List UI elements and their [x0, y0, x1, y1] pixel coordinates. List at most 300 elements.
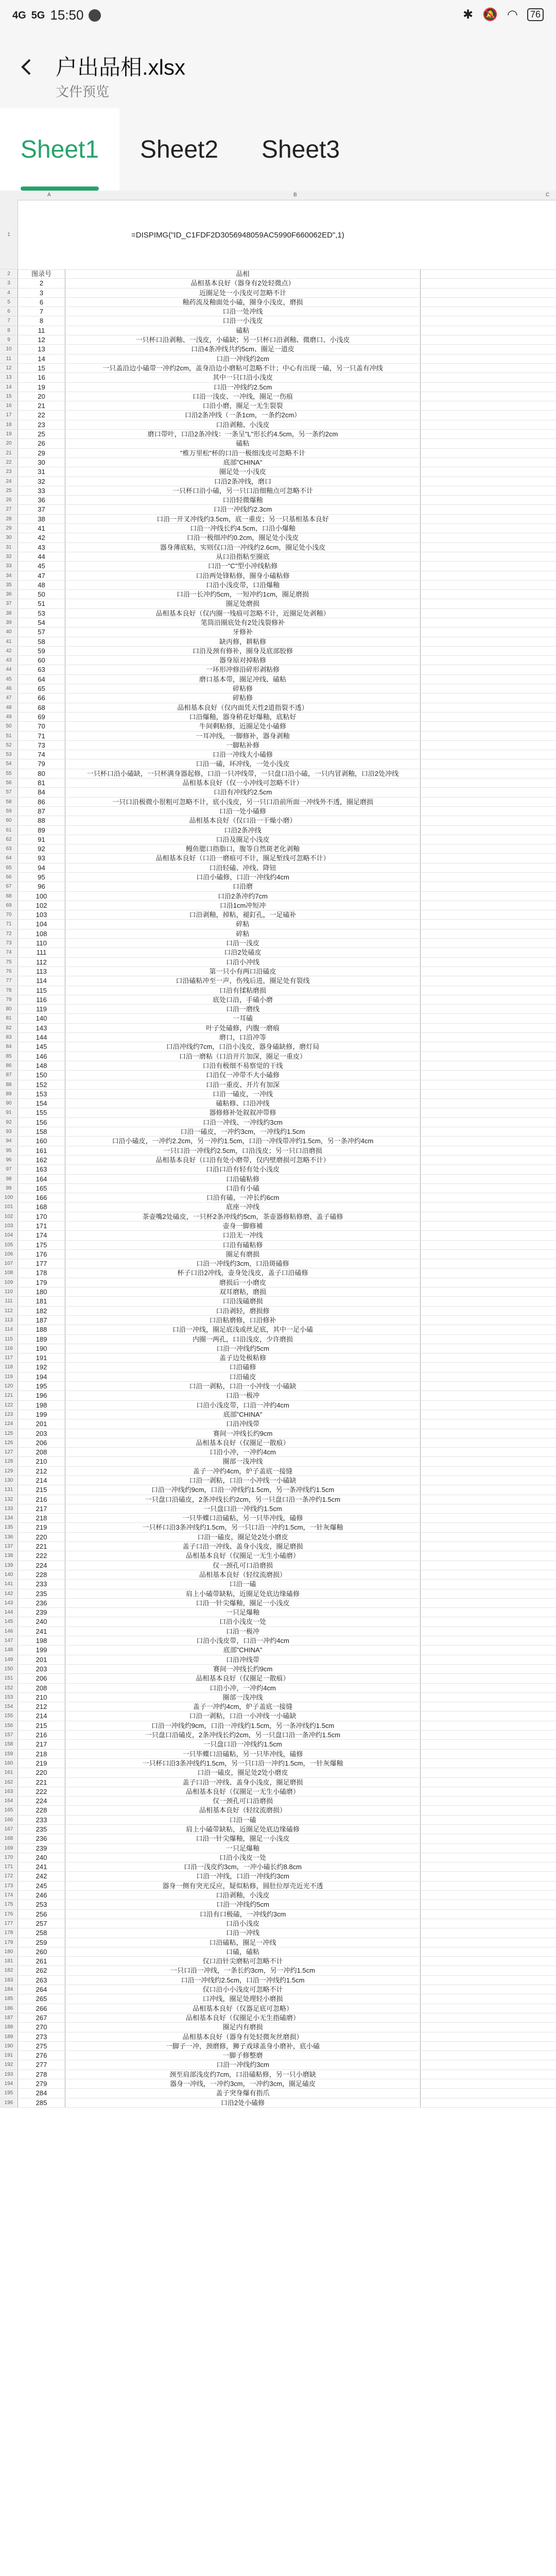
cell-condition[interactable]: 口沿一冲线，口沿一冲线约3cm: [65, 1872, 421, 1880]
cell-empty[interactable]: [421, 467, 556, 476]
cell-number[interactable]: 257: [18, 1919, 65, 1928]
cell-number[interactable]: 86: [18, 798, 65, 806]
cell-number[interactable]: 53: [18, 609, 65, 618]
cell-condition[interactable]: 口沿一极冲: [65, 1391, 421, 1400]
cell-condition[interactable]: 品相基本良好（仅器足底可忽略）: [65, 2004, 421, 2013]
cell-empty[interactable]: [421, 581, 556, 589]
cell-condition[interactable]: 口沿一极冲: [65, 1627, 421, 1636]
cell-number[interactable]: 199: [18, 1410, 65, 1419]
cell-number[interactable]: 217: [18, 1504, 65, 1513]
cell-condition[interactable]: 一只杯口沿小磕，另一只口沿细釉点可忽略不计: [65, 486, 421, 495]
cell-number[interactable]: 108: [18, 929, 65, 938]
cell-number[interactable]: 228: [18, 1806, 65, 1815]
cell-number[interactable]: 93: [18, 854, 65, 862]
cell-empty[interactable]: [421, 1985, 556, 1994]
cell-number[interactable]: 47: [18, 571, 65, 580]
cell-number[interactable]: 236: [18, 1599, 65, 1607]
cell-number[interactable]: 206: [18, 1674, 65, 1683]
cell-condition[interactable]: 其中一只口沿小浅皮: [65, 373, 421, 382]
cell-condition[interactable]: 一只毕蝶口沿磕粘，另一只毕冲线，磕修: [65, 1514, 421, 1522]
cell-number[interactable]: 276: [18, 2051, 65, 2060]
cell-empty[interactable]: [421, 307, 556, 316]
cell-number[interactable]: 217: [18, 1740, 65, 1749]
cell-number[interactable]: 256: [18, 1910, 65, 1919]
cell-number[interactable]: 182: [18, 1307, 65, 1315]
cell-condition[interactable]: 口沿一冲线大小磕修: [65, 750, 421, 759]
cell-condition[interactable]: 肩上小磕带缺粘，近圈足处底边缘磕修: [65, 1825, 421, 1834]
cell-condition[interactable]: 仅一颈孔可口沿磨损: [65, 1561, 421, 1570]
cell-empty[interactable]: [421, 1344, 556, 1353]
cell-number[interactable]: 68: [18, 703, 65, 712]
cell-empty[interactable]: [421, 807, 556, 816]
cell-empty[interactable]: [421, 693, 556, 702]
cell-number[interactable]: 2: [18, 279, 65, 287]
cell-number[interactable]: 65: [18, 684, 65, 693]
cell-number[interactable]: 239: [18, 1608, 65, 1617]
cell-number[interactable]: 260: [18, 1947, 65, 1956]
cell-number[interactable]: 20: [18, 392, 65, 401]
cell-number[interactable]: 236: [18, 1834, 65, 1843]
cell-condition[interactable]: 口沿磕粘冲至一声，伤残后进，圈足处有裂线: [65, 976, 421, 985]
cell-condition[interactable]: 鳗鱼腮口指脂口，腹等自然斑老化剥釉: [65, 844, 421, 853]
cell-number[interactable]: 13: [18, 345, 65, 353]
cell-condition[interactable]: 一脚子一冲，颈磨修，狮子戏球盖身小磨补，底小磕: [65, 2042, 421, 2050]
cell-number[interactable]: 216: [18, 1731, 65, 1739]
cell-condition[interactable]: 口沿无一冲线: [65, 1231, 421, 1240]
cell-number[interactable]: 48: [18, 581, 65, 589]
cell-empty[interactable]: [421, 826, 556, 835]
cell-empty[interactable]: [421, 1636, 556, 1645]
cell-empty[interactable]: [421, 1118, 556, 1127]
cell-condition[interactable]: 口沿小磕修，口沿一冲线约4cm: [65, 873, 421, 882]
cell-condition[interactable]: 圈足处磨损: [65, 599, 421, 608]
cell-empty[interactable]: [421, 1363, 556, 1371]
cell-condition[interactable]: 一只盘口沿一冲线约1.5cm: [65, 1504, 421, 1513]
cell-condition[interactable]: 品相基本良好（仅内圈一残痕可忽略不计，近圈足处剥釉）: [65, 609, 421, 618]
cell-empty[interactable]: [421, 1617, 556, 1626]
cell-number[interactable]: 285: [18, 2098, 65, 2107]
cell-condition[interactable]: 口沿小冲，一冲约4cm: [65, 1684, 421, 1692]
cell-number[interactable]: 88: [18, 816, 65, 825]
cell-number[interactable]: 164: [18, 1175, 65, 1183]
cell-condition[interactable]: 口沿小浅皮带，口沿一冲约4cm: [65, 1401, 421, 1410]
cell-number[interactable]: 43: [18, 543, 65, 552]
cell-number[interactable]: 239: [18, 1844, 65, 1853]
cell-condition[interactable]: 双耳磨粘，磨损: [65, 1287, 421, 1296]
cell-condition[interactable]: 品相基本良好（仅一小冲线可忽略不计）: [65, 778, 421, 787]
cell-empty[interactable]: [421, 1495, 556, 1504]
cell-condition[interactable]: 仅口沿针尖磨粘可忽略不计: [65, 1957, 421, 1965]
cell-number[interactable]: 275: [18, 2042, 65, 2050]
cell-number[interactable]: 174: [18, 1231, 65, 1240]
cell-condition[interactable]: 口沿小冲线: [65, 958, 421, 967]
cell-condition[interactable]: 口沿及颈有修补，圈身及底部胶修: [65, 647, 421, 655]
cell-condition[interactable]: 口沿磕粘修: [65, 1175, 421, 1183]
cell-number[interactable]: 31: [18, 467, 65, 476]
cell-empty[interactable]: [421, 628, 556, 636]
cell-empty[interactable]: [421, 1994, 556, 2003]
cell-empty[interactable]: [421, 835, 556, 844]
cell-empty[interactable]: [421, 1165, 556, 1174]
cell-condition[interactable]: 一只杯口沿小磕缺，一只杯满身器起修，口沿一只冲线带，一只盘口沿小磕，一只内冒剥釉，口沿2处冲线: [65, 769, 421, 778]
cell-number[interactable]: 150: [18, 1071, 65, 1079]
cell-condition[interactable]: 一只盘口沿一冲线约1.5cm: [65, 1740, 421, 1749]
cell-condition[interactable]: 器身一侧有突光反应，疑似粘修，圆肚位厚壳近光不透: [65, 1882, 421, 1890]
cell-condition[interactable]: 口沿一开叉冲线约3.5cm，底一重皮；另一只基相基本良好: [65, 515, 421, 523]
cell-empty[interactable]: [421, 1268, 556, 1277]
tab-sheet2[interactable]: Sheet2: [140, 135, 219, 163]
cell-number[interactable]: 57: [18, 628, 65, 636]
cell-number[interactable]: 212: [18, 1467, 65, 1476]
cell-empty[interactable]: [421, 1806, 556, 1815]
cell-empty[interactable]: [421, 1523, 556, 1532]
cell-empty[interactable]: [421, 948, 556, 957]
cell-empty[interactable]: [421, 1325, 556, 1334]
cell-condition[interactable]: 圈部一浅冲线: [65, 1693, 421, 1702]
cell-condition[interactable]: 口沿一冲线、一冲线约3cm: [65, 1118, 421, 1127]
cell-empty[interactable]: [421, 778, 556, 787]
cell-empty[interactable]: [421, 939, 556, 947]
cell-empty[interactable]: [421, 609, 556, 618]
cell-empty[interactable]: [421, 1429, 556, 1438]
cell-condition[interactable]: 内圈一两孔，口沿浅皮，少许磨损: [65, 1335, 421, 1344]
cell-empty[interactable]: [421, 713, 556, 721]
cell-empty[interactable]: [421, 1175, 556, 1183]
cell-condition[interactable]: 一耳磕: [65, 1014, 421, 1023]
cell-condition[interactable]: 圈足内有磨损: [65, 2023, 421, 2031]
cell-empty[interactable]: [421, 1759, 556, 1768]
cell-condition[interactable]: 釉药流及釉面处小磕，圈身小浅皮，磨损: [65, 298, 421, 307]
cell-empty[interactable]: [421, 477, 556, 486]
cell-condition[interactable]: 品相基本良好（轻纹流磨损）: [65, 1570, 421, 1579]
cell-empty[interactable]: [421, 1080, 556, 1089]
cell-empty[interactable]: [421, 411, 556, 419]
cell-number[interactable]: 279: [18, 2079, 65, 2088]
cell-empty[interactable]: [421, 1542, 556, 1551]
cell-condition[interactable]: 一只口沿一冲线约2.5cm，口沿浅皮；另一只口沿磨损: [65, 1146, 421, 1155]
cell-condition[interactable]: 品相基本良好（仅口沿一干燥小磨）: [65, 816, 421, 825]
cell-number[interactable]: 70: [18, 722, 65, 731]
cell-number[interactable]: 146: [18, 1052, 65, 1061]
cell-empty[interactable]: [421, 732, 556, 740]
cell-number[interactable]: 21: [18, 401, 65, 410]
cell-empty[interactable]: [421, 279, 556, 287]
cell-empty[interactable]: [421, 1033, 556, 1042]
cell-number[interactable]: 195: [18, 1382, 65, 1391]
cell-number[interactable]: 262: [18, 1966, 65, 1975]
cell-empty[interactable]: [421, 665, 556, 674]
cell-condition[interactable]: 口沿一磕皮，一冲线: [65, 1090, 421, 1098]
cell-empty[interactable]: [421, 1655, 556, 1664]
cell-condition[interactable]: 口沿一针尖爆釉，圈足一小浅皮: [65, 1599, 421, 1607]
cell-condition[interactable]: 口冲线，圈足处理轻小磨损: [65, 1994, 421, 2003]
cell-condition[interactable]: 口沿一浅皮、一冲线，圈足一伤痕: [65, 392, 421, 401]
cell-number[interactable]: 81: [18, 778, 65, 787]
cell-number[interactable]: 87: [18, 807, 65, 816]
cell-number[interactable]: 111: [18, 948, 65, 957]
cell-number[interactable]: 66: [18, 693, 65, 702]
cell-number[interactable]: 156: [18, 1118, 65, 1127]
cell-empty[interactable]: [421, 524, 556, 533]
cell-empty[interactable]: [421, 2098, 556, 2107]
cell-condition[interactable]: 口沿爆釉，器身稍花好爆釉，底粘好: [65, 713, 421, 721]
cell-number[interactable]: 220: [18, 1533, 65, 1541]
cell-empty[interactable]: [421, 618, 556, 627]
cell-number[interactable]: 25: [18, 430, 65, 438]
cell-empty[interactable]: [421, 2051, 556, 2060]
cell-empty[interactable]: [421, 2060, 556, 2069]
cell-number[interactable]: 264: [18, 1985, 65, 1994]
cell-number[interactable]: 210: [18, 1457, 65, 1466]
cell-empty[interactable]: [421, 1316, 556, 1325]
cell-number[interactable]: 153: [18, 1090, 65, 1098]
cell-empty[interactable]: [421, 976, 556, 985]
formula-cell[interactable]: =DISPIMG("ID_C1FDF2D3056948059AC5990F660062ED",1): [131, 231, 344, 240]
cell-empty[interactable]: [421, 2042, 556, 2050]
cell-number[interactable]: 114: [18, 976, 65, 985]
cell-condition[interactable]: 一只杯口沿剥釉、一浅皮，小磕缺；另一只杯口沿剥釉、微磨口、小浅皮: [65, 335, 421, 344]
cell-condition[interactable]: 口沿小磕皮，一冲约2.2cm，另一冲约1.5cm，口沿一冲线带冲约1.5cm，另一条冲约4cm: [65, 1137, 421, 1145]
cell-number[interactable]: 187: [18, 1316, 65, 1325]
cell-empty[interactable]: [421, 373, 556, 382]
cell-empty[interactable]: [421, 647, 556, 655]
cell-condition[interactable]: 口沿一冲线约5cm: [65, 1900, 421, 1909]
cell-empty[interactable]: [421, 750, 556, 759]
cell-condition[interactable]: 口沿轻微爆釉: [65, 496, 421, 504]
cell-number[interactable]: 188: [18, 1325, 65, 1334]
cell-number[interactable]: 102: [18, 901, 65, 910]
cell-number[interactable]: 266: [18, 2004, 65, 2013]
cell-empty[interactable]: [421, 1212, 556, 1221]
cell-empty[interactable]: [421, 1108, 556, 1117]
cell-empty[interactable]: [421, 383, 556, 392]
cell-condition[interactable]: 一只盖沿边小磕带一冲约2cm，盖身沿边小磨粘可忽略不计；中心有出现一磕，另一只盖有冲线: [65, 364, 421, 372]
cell-number[interactable]: 144: [18, 1033, 65, 1042]
cell-number[interactable]: 221: [18, 1778, 65, 1787]
cell-empty[interactable]: [421, 958, 556, 967]
cell-number[interactable]: 69: [18, 713, 65, 721]
cell-condition[interactable]: 器身薄底粘，实则仅口沿一冲线约2.6cm，圈足处小浅皮: [65, 543, 421, 552]
cell-number[interactable]: 214: [18, 1476, 65, 1485]
cell-number[interactable]: 277: [18, 2060, 65, 2069]
cell-condition[interactable]: 口沿一冲线约2.5cm: [65, 383, 421, 392]
cell-empty[interactable]: [421, 844, 556, 853]
cell-number[interactable]: 58: [18, 637, 65, 646]
cell-condition[interactable]: 底部"CHINA": [65, 458, 421, 467]
cell-number[interactable]: 73: [18, 741, 65, 750]
cell-condition[interactable]: 口沿4条冲线共约5cm、圈足一道皮: [65, 345, 421, 353]
cell-number[interactable]: 219: [18, 1759, 65, 1768]
cell-condition[interactable]: 口沿一冲线长约4.5cm，口沿小爆釉: [65, 524, 421, 533]
cell-condition[interactable]: "椎万里松"杯的口沿一极细浅皮可忽略不计: [65, 449, 421, 457]
cell-condition[interactable]: 圈足有磨损: [65, 1250, 421, 1259]
cell-condition[interactable]: 一只口沿极微小很粗可忽略不计，底小浅皮，另一只口沿前所面一冲线外不透，圈足磨损: [65, 798, 421, 806]
cell-condition[interactable]: 品相基本良好（仅圈足一无生小磕磨）: [65, 1551, 421, 1560]
cell-condition[interactable]: 口沿小浅皮带，口沿爆釉: [65, 581, 421, 589]
cell-condition[interactable]: 品相基本良好（仅圈足一无生小磕磨）: [65, 1787, 421, 1796]
cell-condition[interactable]: 口沿一磕，环冲线，一处小浅皮: [65, 759, 421, 768]
cell-condition[interactable]: 口沿口沿有轻有处小浅皮: [65, 1165, 421, 1174]
cell-empty[interactable]: [421, 995, 556, 1004]
cell-number[interactable]: 273: [18, 2032, 65, 2041]
cell-empty[interactable]: [421, 1966, 556, 1975]
cell-empty[interactable]: [421, 1137, 556, 1145]
tab-sheet3[interactable]: Sheet3: [261, 135, 340, 163]
cell-condition[interactable]: 底处口沿，手磕小磨: [65, 995, 421, 1004]
cell-empty[interactable]: [421, 364, 556, 372]
cell-empty[interactable]: [421, 1184, 556, 1193]
cell-number[interactable]: 148: [18, 1061, 65, 1070]
cell-condition[interactable]: 口磕，磕粘: [65, 1947, 421, 1956]
cell-empty[interactable]: [421, 1834, 556, 1843]
cell-condition[interactable]: 品相基本良好（仅圈足小无生指磕磨）: [65, 2013, 421, 2022]
cell-number[interactable]: 245: [18, 1882, 65, 1890]
cell-condition[interactable]: 口沿一长冲约5cm，一短冲约1cm，圈足磨损: [65, 590, 421, 599]
cell-number[interactable]: 203: [18, 1429, 65, 1438]
cell-condition[interactable]: 口沿冲线带: [65, 1655, 421, 1664]
cell-condition[interactable]: 圈部一浅冲线: [65, 1457, 421, 1466]
cell-condition[interactable]: 牙修补: [65, 628, 421, 636]
cell-empty[interactable]: [421, 1599, 556, 1607]
cell-number[interactable]: 155: [18, 1108, 65, 1117]
cell-number[interactable]: 8: [18, 316, 65, 325]
cell-condition[interactable]: 口沿有冲线约2.5cm: [65, 788, 421, 796]
cell-condition[interactable]: 底座一冲线: [65, 1202, 421, 1211]
cell-number[interactable]: 175: [18, 1241, 65, 1249]
cell-condition[interactable]: 口沿小浅皮一处: [65, 1853, 421, 1862]
cell-condition[interactable]: 口沿2处磕皮: [65, 948, 421, 957]
cell-empty[interactable]: [421, 1335, 556, 1344]
cell-empty[interactable]: [421, 543, 556, 552]
cell-condition[interactable]: 口沿1cm冲短冲: [65, 901, 421, 910]
cell-empty[interactable]: [421, 1665, 556, 1673]
cell-number[interactable]: 45: [18, 562, 65, 570]
cell-condition[interactable]: 口沿2处小磕修: [65, 2098, 421, 2107]
cell-empty[interactable]: [421, 1448, 556, 1456]
cell-empty[interactable]: [421, 741, 556, 750]
header-cell-condition[interactable]: 品相: [65, 269, 421, 278]
cell-condition[interactable]: 品相基本良好（仅内面凭天性2道指裂不透）: [65, 703, 421, 712]
cell-empty[interactable]: [421, 703, 556, 712]
cell-condition[interactable]: 磨口带叶，口沿2条冲线：一条呈"L"形长约4.5cm，另一条约2cm: [65, 430, 421, 438]
cell-empty[interactable]: [421, 571, 556, 580]
cell-condition[interactable]: 磕粘修、口沿冲线: [65, 1099, 421, 1108]
header-cell-number[interactable]: 图录号: [18, 269, 65, 278]
cell-number[interactable]: 267: [18, 2013, 65, 2022]
cell-condition[interactable]: 口沿小浅皮一处: [65, 1617, 421, 1626]
cell-empty[interactable]: [421, 2079, 556, 2088]
cell-number[interactable]: 198: [18, 1636, 65, 1645]
cell-number[interactable]: 206: [18, 1438, 65, 1447]
cell-number[interactable]: 44: [18, 552, 65, 561]
cell-condition[interactable]: 磨口基本带，圈足冲线、磕粘: [65, 675, 421, 684]
cell-empty[interactable]: [421, 590, 556, 599]
cell-empty[interactable]: [421, 486, 556, 495]
cell-empty[interactable]: [421, 684, 556, 693]
cell-number[interactable]: 37: [18, 505, 65, 514]
cell-condition[interactable]: 一只盘口沿磕皮，2条冲线长约2cm，另一只盘口沿一条冲约1.5cm: [65, 1495, 421, 1504]
cell-condition[interactable]: 口沿一冲线约9cm，口沿一冲线约1.5cm，另一条冲线约1.5cm: [65, 1485, 421, 1494]
cell-empty[interactable]: [421, 1825, 556, 1834]
cell-empty[interactable]: [421, 1278, 556, 1287]
cell-empty[interactable]: [421, 854, 556, 862]
cell-number[interactable]: 103: [18, 910, 65, 919]
cell-empty[interactable]: [421, 637, 556, 646]
cell-empty[interactable]: [421, 1882, 556, 1890]
cell-empty[interactable]: [421, 1401, 556, 1410]
cell-empty[interactable]: [421, 1853, 556, 1862]
cell-number[interactable]: 112: [18, 958, 65, 967]
cell-empty[interactable]: [421, 1928, 556, 1937]
cell-empty[interactable]: [421, 1731, 556, 1739]
cell-empty[interactable]: [421, 401, 556, 410]
cell-number[interactable]: 284: [18, 2089, 65, 2097]
cell-empty[interactable]: [421, 1608, 556, 1617]
cell-condition[interactable]: 口沿磕粘，圈足一冲线: [65, 1938, 421, 1947]
cell-condition[interactable]: 仅一颈孔可口沿磨损: [65, 1797, 421, 1805]
cell-number[interactable]: 36: [18, 496, 65, 504]
cell-condition[interactable]: 口沿一剥粘，口沿一小冲线一小磕缺: [65, 1711, 421, 1720]
cell-number[interactable]: 59: [18, 647, 65, 655]
cell-number[interactable]: 241: [18, 1627, 65, 1636]
cell-condition[interactable]: 磕粘: [65, 326, 421, 335]
cell-empty[interactable]: [421, 1250, 556, 1259]
cell-number[interactable]: 7: [18, 307, 65, 316]
cell-number[interactable]: 179: [18, 1278, 65, 1287]
cell-empty[interactable]: [421, 1910, 556, 1919]
cell-number[interactable]: 214: [18, 1711, 65, 1720]
cell-condition[interactable]: 口沿剥釉，小浅皮: [65, 1891, 421, 1900]
cell-number[interactable]: 201: [18, 1655, 65, 1664]
cell-empty[interactable]: [421, 1005, 556, 1013]
cell-condition[interactable]: 磕粘: [65, 439, 421, 448]
cell-empty[interactable]: [421, 816, 556, 825]
cell-condition[interactable]: 口沿有磕粘修: [65, 1241, 421, 1249]
cell-number[interactable]: 168: [18, 1202, 65, 1211]
cell-number[interactable]: 140: [18, 1014, 65, 1023]
cell-empty[interactable]: [421, 1259, 556, 1268]
cell-number[interactable]: 235: [18, 1825, 65, 1834]
cell-empty[interactable]: [421, 354, 556, 363]
cell-empty[interactable]: [421, 1353, 556, 1362]
cell-empty[interactable]: [421, 1193, 556, 1202]
cell-empty[interactable]: [421, 1297, 556, 1306]
tab-sheet1[interactable]: Sheet1: [0, 108, 119, 191]
cell-empty[interactable]: [421, 1457, 556, 1466]
spreadsheet-view[interactable]: [0, 191, 556, 2576]
cell-condition[interactable]: 一只杯口沿3条冲线约1.5cm，另一只口沿一冲约1.5cm，一针灰爆釉: [65, 1523, 421, 1532]
cell-empty[interactable]: [421, 392, 556, 401]
cell-empty[interactable]: [421, 1438, 556, 1447]
cell-number[interactable]: 258: [18, 1928, 65, 1937]
cell-empty[interactable]: [421, 2004, 556, 2013]
cell-empty[interactable]: [421, 1533, 556, 1541]
cell-number[interactable]: 64: [18, 675, 65, 684]
cell-empty[interactable]: [421, 515, 556, 523]
cell-number[interactable]: 104: [18, 920, 65, 928]
cell-empty[interactable]: [421, 1514, 556, 1522]
cell-empty[interactable]: [421, 1467, 556, 1476]
cell-condition[interactable]: 碎粘修: [65, 684, 421, 693]
cell-number[interactable]: 218: [18, 1514, 65, 1522]
cell-empty[interactable]: [421, 1768, 556, 1777]
cell-condition[interactable]: 器修修补处叙叙冲带修: [65, 1108, 421, 1117]
cell-empty[interactable]: [421, 335, 556, 344]
cell-empty[interactable]: [421, 345, 556, 353]
cell-empty[interactable]: [421, 1627, 556, 1636]
cell-number[interactable]: 94: [18, 863, 65, 872]
cell-empty[interactable]: [421, 2089, 556, 2097]
